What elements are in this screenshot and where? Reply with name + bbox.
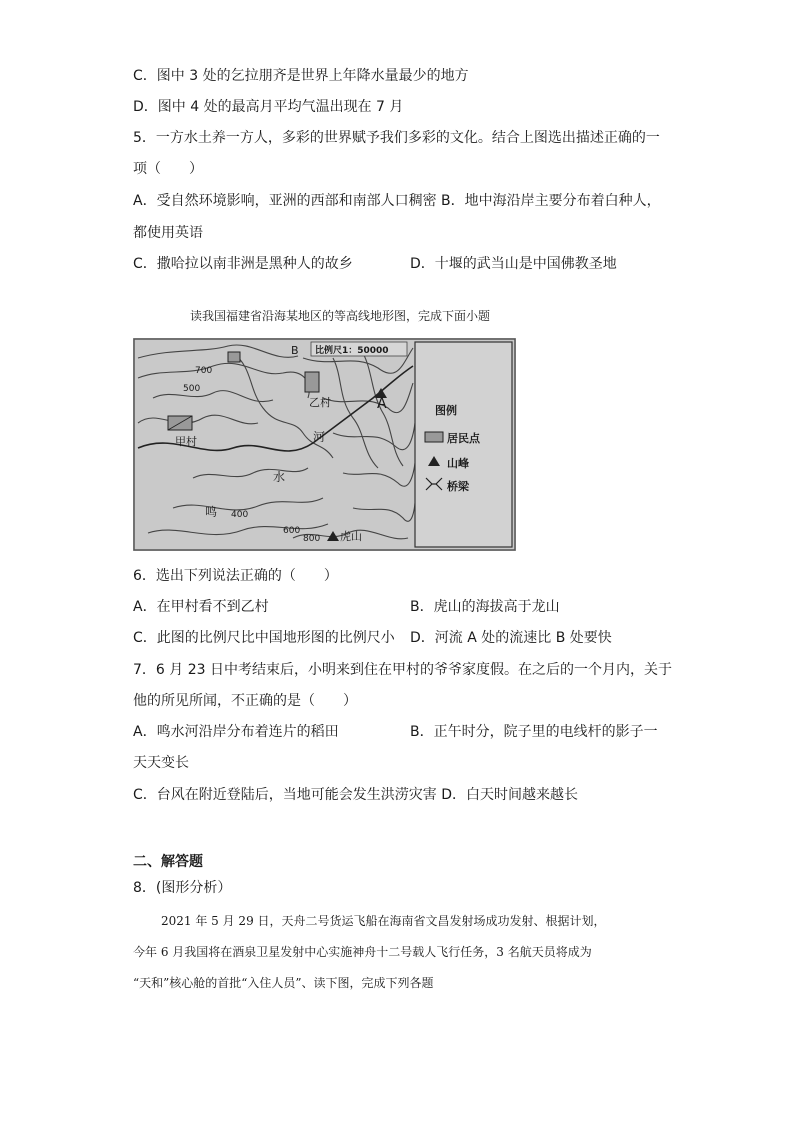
q7-option-b-line1: B．正午时分，院子里的电线杆的影子一 xyxy=(410,724,658,740)
settlement-yi xyxy=(305,372,319,392)
contour-line xyxy=(138,363,309,398)
q5-stem-line1: 5．一方水土养一方人，多彩的世界赋予我们多彩的文化。结合上图选出描述正确的一 xyxy=(133,130,660,146)
q5-option-ab-line2: 都使用英语 xyxy=(133,225,203,241)
settlement-top xyxy=(228,352,240,362)
q6-option-d: D．河流 A 处的流速比 B 处要快 xyxy=(410,630,612,646)
q5-option-c: C．撒哈拉以南非洲是黑种人的故乡 xyxy=(133,256,353,272)
label-river-2: 水 xyxy=(273,470,286,484)
q8-label: 8．(图形分析） xyxy=(133,880,232,896)
label-village-yi: 乙村 xyxy=(309,396,331,409)
contour-label-600: 600 xyxy=(283,526,301,536)
contour-line xyxy=(333,358,378,468)
q4-option-d: D．图中 4 处的最高月平均气温出现在 7 月 xyxy=(133,99,404,115)
q4-option-c: C．图中 3 处的乞拉朋齐是世界上年降水量最少的地方 xyxy=(133,68,469,84)
contour-line xyxy=(138,415,258,424)
label-point-b: B xyxy=(291,344,299,357)
map-intro: 读我国福建省沿海某地区的等高线地形图，完成下面小题 xyxy=(190,309,491,323)
contour-line xyxy=(323,383,413,413)
contour-label-400: 400 xyxy=(231,510,249,520)
legend-peak-label: 山峰 xyxy=(447,457,469,470)
contour-line xyxy=(343,463,415,486)
label-river-3: 河 xyxy=(313,430,326,444)
section2-title: 二、解答题 xyxy=(133,854,203,870)
label-tiger-mountain: 虎山 xyxy=(340,530,362,543)
contour-line xyxy=(148,524,328,535)
q6-option-b: B．虎山的海拔高于龙山 xyxy=(410,599,560,615)
contour-line xyxy=(173,498,323,510)
contour-label-800: 800 xyxy=(303,534,321,544)
q6-option-a: A．在甲村看不到乙村 xyxy=(133,599,269,615)
q6-stem: 6．选出下列说法正确的（ ） xyxy=(133,568,338,584)
q5-option-d: D．十堰的武当山是中国佛教圣地 xyxy=(410,256,617,272)
contour-map xyxy=(133,338,516,551)
contour-line xyxy=(333,423,415,450)
legend-title: 图例 xyxy=(435,404,457,417)
contour-line xyxy=(138,345,298,358)
q8-line3: “天和”核心舱的首批“入住人员”、读下图，完成下列各题 xyxy=(133,976,434,990)
contour-line xyxy=(353,503,415,521)
q5-stem-line2: 项（ ） xyxy=(133,161,203,177)
legend-bridge-label: 桥梁 xyxy=(447,480,469,493)
label-river-1: 鸣 xyxy=(205,505,218,519)
legend-settlement-swatch xyxy=(425,432,443,442)
label-point-a: A xyxy=(377,396,387,412)
contour-label-700: 700 xyxy=(195,366,213,376)
q8-line1: 2021 年 5 月 29 日，天舟二号货运飞船在海南省文昌发射场成功发射、根据计划， xyxy=(161,914,606,928)
label-village-jia: 甲村 xyxy=(175,435,197,448)
q8-line2: 今年 6 月我国将在酒泉卫星发射中心实施神舟十二号载人飞行任务，3 名航天员将成为 xyxy=(133,945,592,959)
q7-option-cd: C．台风在附近登陆后，当地可能会发生洪涝灾害 D．白天时间越来越长 xyxy=(133,787,579,803)
q5-option-ab-line1: A．受自然环境影响，亚洲的西部和南部人口稠密 B．地中海沿岸主要分布着白种人， xyxy=(133,193,661,209)
q7-option-b-line2: 天天变长 xyxy=(133,755,189,771)
contour-label-500: 500 xyxy=(183,384,201,394)
legend-settlement-label: 居民点 xyxy=(447,432,480,445)
q7-option-a: A．鸣水河沿岸分布着连片的稻田 xyxy=(133,724,339,740)
contour-line xyxy=(193,468,308,478)
map-scale: 比例尺1：50000 xyxy=(315,346,389,356)
q7-stem-line1: 7．6 月 23 日中考结束后，小明来到住在甲村的爷爷家度假。在之后的一个月内，关于 xyxy=(133,662,672,678)
q7-stem-line2: 他的所见所闻，不正确的是（ ） xyxy=(133,693,357,709)
q6-option-c: C．此图的比例尺比中国地形图的比例尺小 xyxy=(133,630,395,646)
